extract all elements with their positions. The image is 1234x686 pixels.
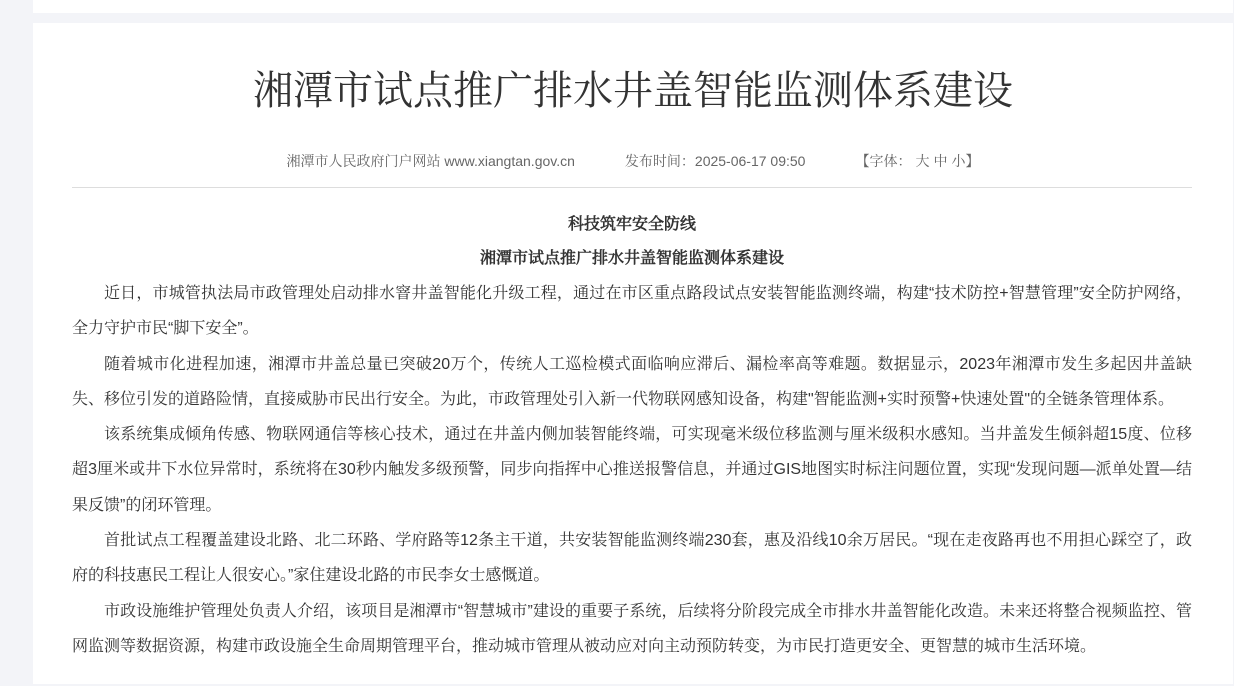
font-size-small-button[interactable]: 小	[951, 153, 966, 169]
font-size-selector	[855, 151, 979, 171]
paragraph: 市政设施维护管理处负责人介绍，该项目是湘潭市“智慧城市”建设的重要子系统，后续将分阶段完成全市排水井盖智能化改造。未来还将整合视频监控、管网监测等数据资源，构建市政设施全生命周期管理平台，推动城市管理从被动应对向主动预防转变，为市民打造更安全、更智慧的城市生活环境。	[72, 602, 1192, 655]
article-subtitle: 科技筑牢安全防线	[567, 216, 696, 233]
article-body	[72, 208, 1192, 664]
paragraph: 随着城市化进程加速，湘潭市井盖总量已突破20万个，传统人工巡检模式面临响应滞后、漏检率高等难题。数据显示，2023年湘潭市发生多起因井盖缺失、移位引发的道路险情，直接威胁市民出行安全。为此，市政管理处引入新一代物联网感知设备，构建"智能监测+实时预警+快速处置"的全链条管理体系。	[72, 355, 1192, 408]
paragraph: 首批试点工程覆盖建设北路、北二环路、学府路等12条主干道，共安装智能监测终端230套，惠及沿线10余万居民。“现在走夜路再也不用担心踩空了，政府的科技惠民工程让人很安心。”家住建设北路的市民李女士感慨道。	[72, 532, 1192, 585]
publish-time: 发布时间：2025-06-17 09:50	[624, 153, 806, 169]
font-size-prefix: 【字体：	[855, 153, 912, 169]
divider	[72, 187, 1192, 188]
paragraph: 该系统集成倾角传感、物联网通信等核心技术，通过在井盖内侧加装智能终端，可实现毫米级位移监测与厘米级积水感知。当井盖发生倾斜超15度、位移超3厘米或井下水位异常时，系统将在30秒内触发多级预警，同步向指挥中心推送报警信息，并通过GIS地图实时标注问题位置，实现“发现问题—派单处置—结果反馈”的闭环管理。	[72, 426, 1192, 514]
article-source: 湘潭市人民政府门户网站 www.xiangtan.gov.cn	[286, 153, 575, 169]
article-meta	[73, 151, 1193, 171]
font-size-suffix: 】	[965, 153, 980, 169]
article-title: 湘潭市试点推广排水井盖智能监测体系建设	[253, 69, 1013, 113]
font-size-large-button[interactable]: 大	[915, 153, 930, 169]
font-size-medium-button[interactable]: 中	[933, 153, 948, 169]
article-subtitle: 湘潭市试点推广排水井盖智能监测体系建设	[479, 250, 784, 267]
article-panel	[33, 23, 1233, 684]
paragraph: 近日，市城管执法局市政管理处启动排水窨井盖智能化升级工程，通过在市区重点路段试点安装智能监测终端，构建“技术防控+智慧管理”安全防护网络，全力守护市民“脚下安全”。	[72, 285, 1192, 338]
top-panel	[33, 0, 1233, 13]
